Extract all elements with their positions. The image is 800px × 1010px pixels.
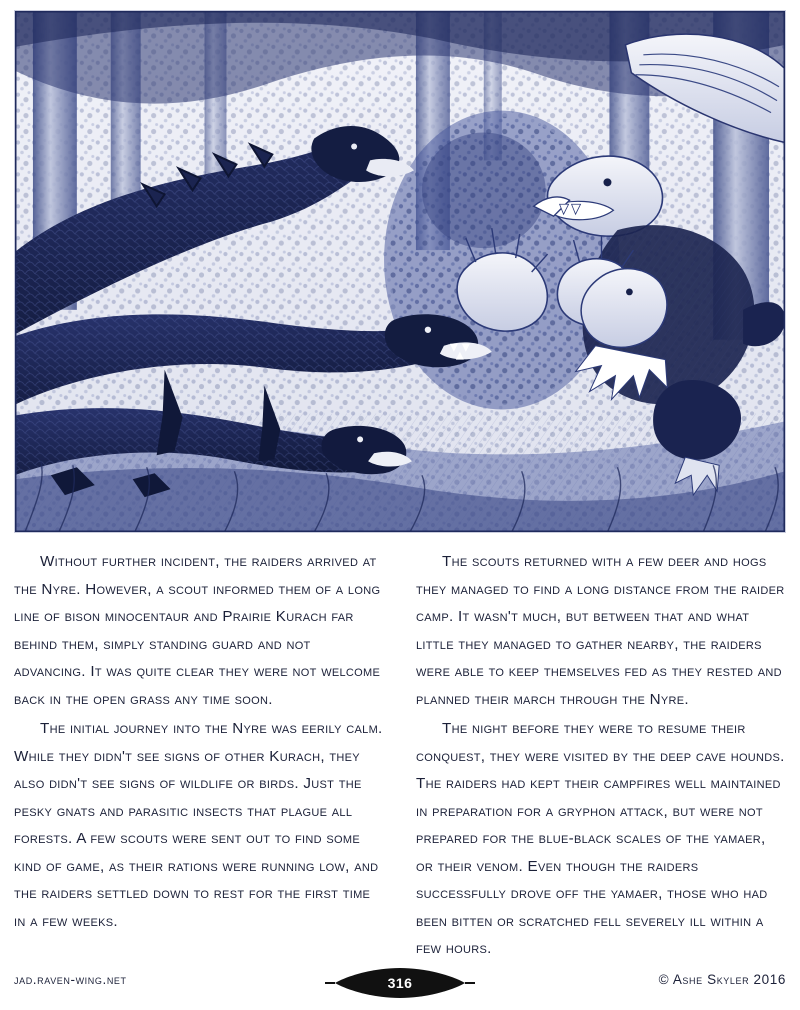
illustration-panel xyxy=(14,10,786,533)
right-column xyxy=(416,548,786,957)
copyright-notice: © Ashe Skyler 2016 xyxy=(658,972,786,987)
site-url[interactable]: jad.raven-wing.net xyxy=(14,972,127,987)
page-footer xyxy=(0,962,800,1010)
illustration-artwork xyxy=(15,11,785,532)
paragraph: The initial journey into the Nyre was eerily calm. While they didn't see signs of other Kurach, they also didn't see signs of wildlife or birds. Just the pesky gnats and parasitic insects that plague all forests. A few scouts were sent out to find some kind of game, as their rations were running low, and the raiders settled down to rest for the first time in a few weeks. xyxy=(14,720,383,930)
page-number: 316 xyxy=(387,975,413,991)
paragraph: Without further incident, the raiders arrived at the Nyre. However, a scout informed them of a long line of bison minocentaur and Prairie Kurach far behind them, simply standing guard and not advancing. It was quite clear they were not welcome back in the open grass any time soon. xyxy=(14,553,381,708)
paragraph: The night before they were to resume their conquest, they were visited by the deep cave hounds. The raiders had kept their campfires well maintained in preparation for a gryphon attack, but were not prepared for the blue-black scales of the yamaer, or their venom. Even though the raiders successfully drove off the yamaer, those who had been bitten or scratched fell severely ill within a few hours. xyxy=(416,720,785,957)
page-number-ornament xyxy=(325,966,475,1000)
paragraph: The scouts returned with a few deer and hogs they managed to find a long distance from the raider camp. It wasn't much, but between that and what little they managed to gather nearby, the raiders were able to keep themselves fed as they rested and planned their march through the Nyre. xyxy=(416,553,785,708)
body-text xyxy=(14,548,786,957)
left-column xyxy=(14,548,384,948)
